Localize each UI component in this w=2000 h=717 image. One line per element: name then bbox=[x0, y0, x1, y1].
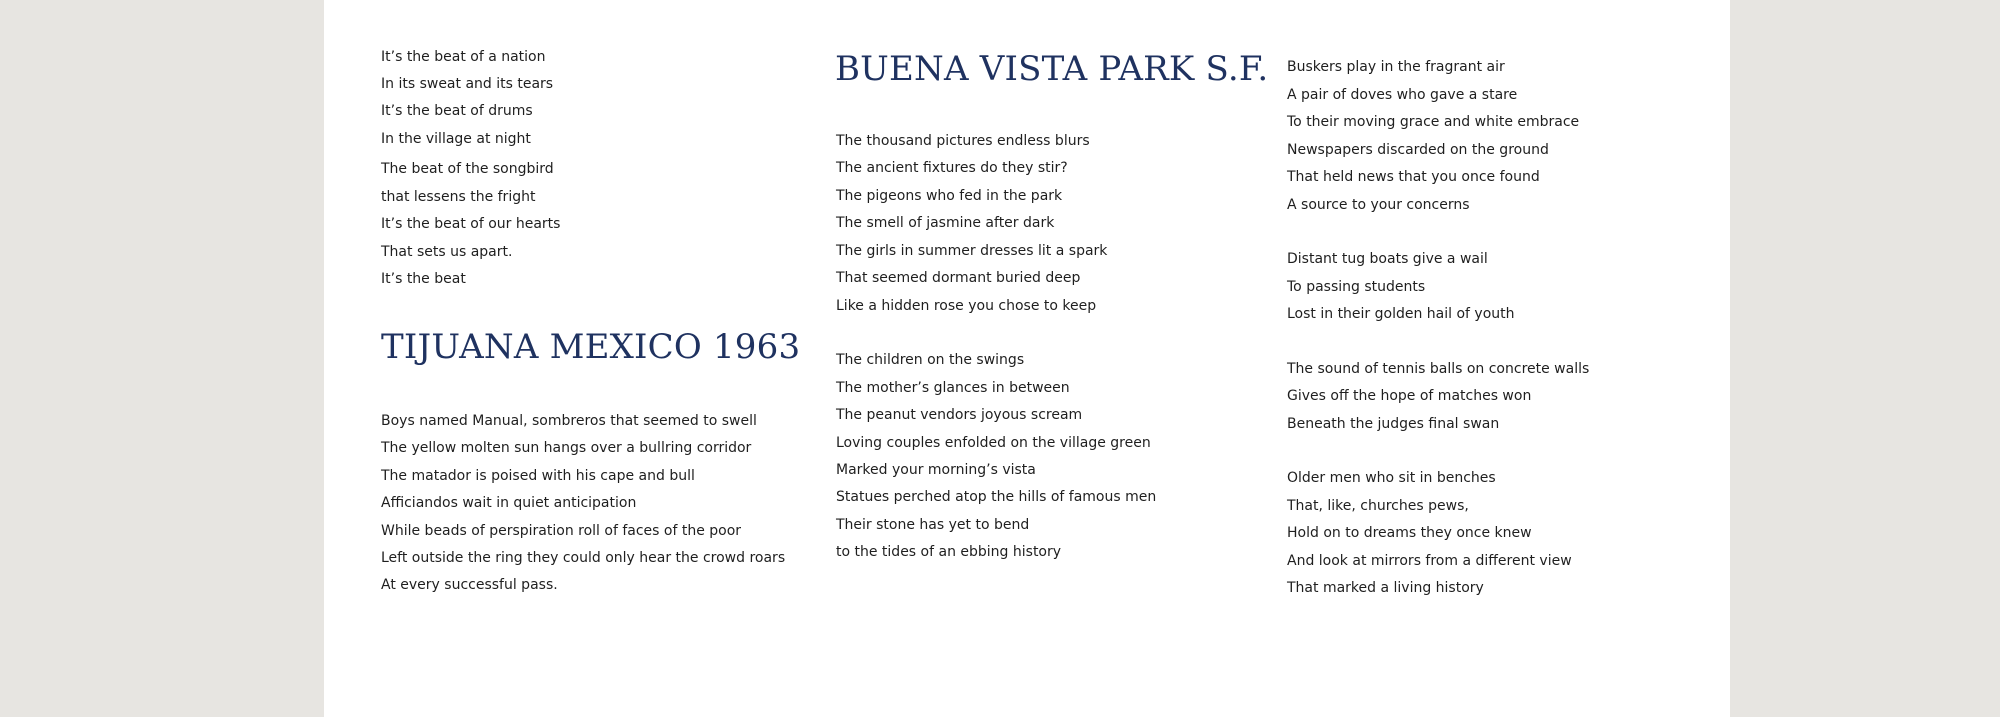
poem-line: Beneath the judges final swan bbox=[1287, 416, 1500, 432]
poem-line: The sound of tennis balls on concrete walls bbox=[1287, 361, 1590, 377]
poem-line: Afficiandos wait in quiet anticipation bbox=[381, 495, 637, 511]
poem-line: To their moving grace and white embrace bbox=[1287, 114, 1580, 130]
poem-line: While beads of perspiration roll of faces of the poor bbox=[381, 523, 742, 539]
poem-line: Marked your morning’s vista bbox=[836, 462, 1036, 478]
poem-line: Newspapers discarded on the ground bbox=[1287, 142, 1549, 158]
poem-line: The matador is poised with his cape and bull bbox=[381, 468, 695, 484]
document-page bbox=[324, 0, 1730, 717]
poem-line: that lessens the fright bbox=[381, 189, 536, 205]
poem-line: It’s the beat of drums bbox=[381, 103, 533, 119]
poem-line: Older men who sit in benches bbox=[1287, 470, 1496, 486]
poem-line: A pair of doves who gave a stare bbox=[1287, 87, 1518, 103]
poem-line: Like a hidden rose you chose to keep bbox=[836, 298, 1097, 314]
poem-line: That seemed dormant buried deep bbox=[836, 270, 1081, 286]
poem-line: The peanut vendors joyous scream bbox=[836, 407, 1083, 423]
poem-line: That held news that you once found bbox=[1287, 169, 1540, 185]
poem-line: Left outside the ring they could only hear the crowd roars bbox=[381, 550, 786, 566]
poem-line: Distant tug boats give a wail bbox=[1287, 251, 1488, 267]
poem-line: Buskers play in the fragrant air bbox=[1287, 59, 1505, 75]
poem-line: The girls in summer dresses lit a spark bbox=[836, 243, 1108, 259]
poem-line: The ancient fixtures do they stir? bbox=[836, 160, 1068, 176]
poem-line: It’s the beat bbox=[381, 271, 466, 287]
poem-line: Gives off the hope of matches won bbox=[1287, 388, 1532, 404]
poem-line: In the village at night bbox=[381, 131, 531, 147]
poem-line: The thousand pictures endless blurs bbox=[836, 133, 1090, 149]
poem-line: Boys named Manual, sombreros that seemed to swell bbox=[381, 413, 757, 429]
poem-line: Statues perched atop the hills of famous men bbox=[836, 489, 1157, 505]
poem-title: TIJUANA MEXICO 1963 bbox=[381, 327, 801, 367]
poem-line: The pigeons who fed in the park bbox=[836, 188, 1063, 204]
poem-line: Lost in their golden hail of youth bbox=[1287, 306, 1515, 322]
poem-line: The children on the swings bbox=[836, 352, 1025, 368]
poem-line: to the tides of an ebbing history bbox=[836, 544, 1062, 560]
poem-line: It’s the beat of our hearts bbox=[381, 216, 561, 232]
poem-line: Hold on to dreams they once knew bbox=[1287, 525, 1532, 541]
poem-line: The beat of the songbird bbox=[381, 161, 554, 177]
poem-line: The smell of jasmine after dark bbox=[836, 215, 1055, 231]
poem-line: Their stone has yet to bend bbox=[836, 517, 1030, 533]
poem-line: The yellow molten sun hangs over a bullring corridor bbox=[381, 440, 752, 456]
poem-line: To passing students bbox=[1287, 279, 1426, 295]
poem-title: BUENA VISTA PARK S.F. bbox=[835, 49, 1269, 89]
poem-line: That sets us apart. bbox=[381, 244, 513, 260]
poem-line: In its sweat and its tears bbox=[381, 76, 554, 92]
poem-line: A source to your concerns bbox=[1287, 197, 1470, 213]
poem-line: That, like, churches pews, bbox=[1287, 498, 1469, 514]
poem-line: Loving couples enfolded on the village green bbox=[836, 435, 1151, 451]
poem-line: It’s the beat of a nation bbox=[381, 49, 546, 65]
poem-line: The mother’s glances in between bbox=[836, 380, 1070, 396]
poem-line: At every successful pass. bbox=[381, 577, 558, 593]
poem-line: And look at mirrors from a different view bbox=[1287, 553, 1572, 569]
poem-line: That marked a living history bbox=[1287, 580, 1484, 596]
